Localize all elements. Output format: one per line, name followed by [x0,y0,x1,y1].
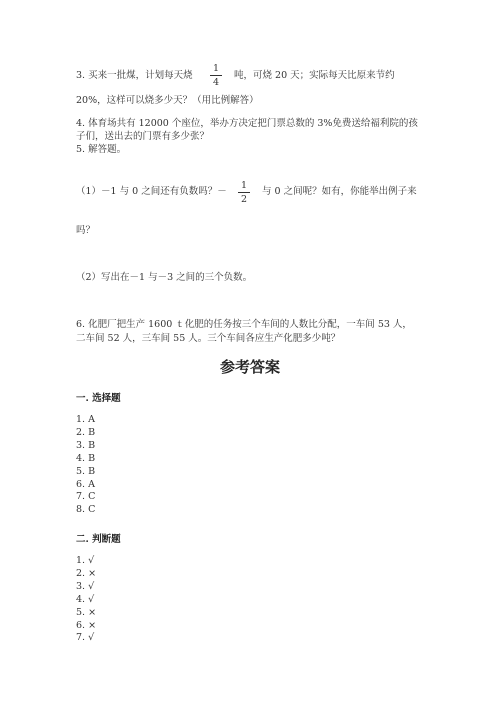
judge-answer-item: 5. × [76,606,97,618]
q5-fraction [238,180,250,205]
choice-answer-list [76,414,95,517]
choice-answer-item: 3. B [76,439,96,451]
judge-answer-item: 3. √ [76,580,95,592]
q5-part1-wrap: 吗？ [76,225,96,236]
q5-fraction-numerator: 1 [240,180,248,191]
q3-line2: 20%，这样可以烧多少天？（用比例解答） [76,95,259,106]
judge-answer-item: 6. × [76,619,97,631]
section-judge-heading: 二. 判断题 [76,534,121,545]
q3-fraction-bar [210,75,222,76]
judge-answer-item: 2. × [76,567,97,579]
judge-answer-item: 4. √ [76,593,95,605]
q4-line2: 子们，送出去的门票有多少张？ [76,131,210,142]
choice-answer-item: 4. B [76,452,96,464]
choice-answer-item: 1. A [76,414,95,425]
section-choice-heading: 一. 选择题 [76,393,121,404]
q4-line1: 4. 体育场共有 12000 个座位，举办方决定把门票总数的 3%免费送给福利院的孩 [76,118,418,129]
q5-part2: （2）写出在－1 与－3 之间的三个负数。 [76,272,253,283]
q6-line1: 6. 化肥厂把生产 1600 ｔ化肥的任务按三个车间的人数比分配，一车间 53 人， [76,319,412,330]
q5-fraction-denominator: 2 [240,194,248,205]
q5-fraction-bar [238,192,250,193]
q3-fraction [210,63,222,88]
choice-answer-item: 7. C [76,491,96,503]
q3-fraction-denominator: 4 [212,77,220,88]
choice-answer-item: 2. B [76,426,96,438]
judge-answer-item: 7. √ [76,632,95,644]
choice-answer-item: 5. B [76,465,96,477]
q5-part1-start: （1）－1 与 0 之间还有负数吗？－ [76,186,227,197]
judge-answer-item: 1. √ [76,555,95,566]
choice-answer-item: 6. A [76,478,95,490]
q5-heading: 5. 解答题。 [76,144,127,155]
q3-fraction-numerator: 1 [212,63,220,74]
q3-line1-start: 3. 买来一批煤，计划每天烧 [76,70,193,81]
judge-answer-list [76,555,96,645]
q5-part1-end: 与 0 之间呢？如有，你能举出例子来 [262,186,417,197]
q6-line2: 二车间 52 人，三车间 55 人。三个车间各应生产化肥多少吨？ [76,333,341,344]
choice-answer-item: 8. C [76,504,96,516]
q3-line1-end: 吨，可烧 20 天；实际每天比原来节约 [234,70,395,81]
answers-title: 参考答案 [219,358,280,376]
